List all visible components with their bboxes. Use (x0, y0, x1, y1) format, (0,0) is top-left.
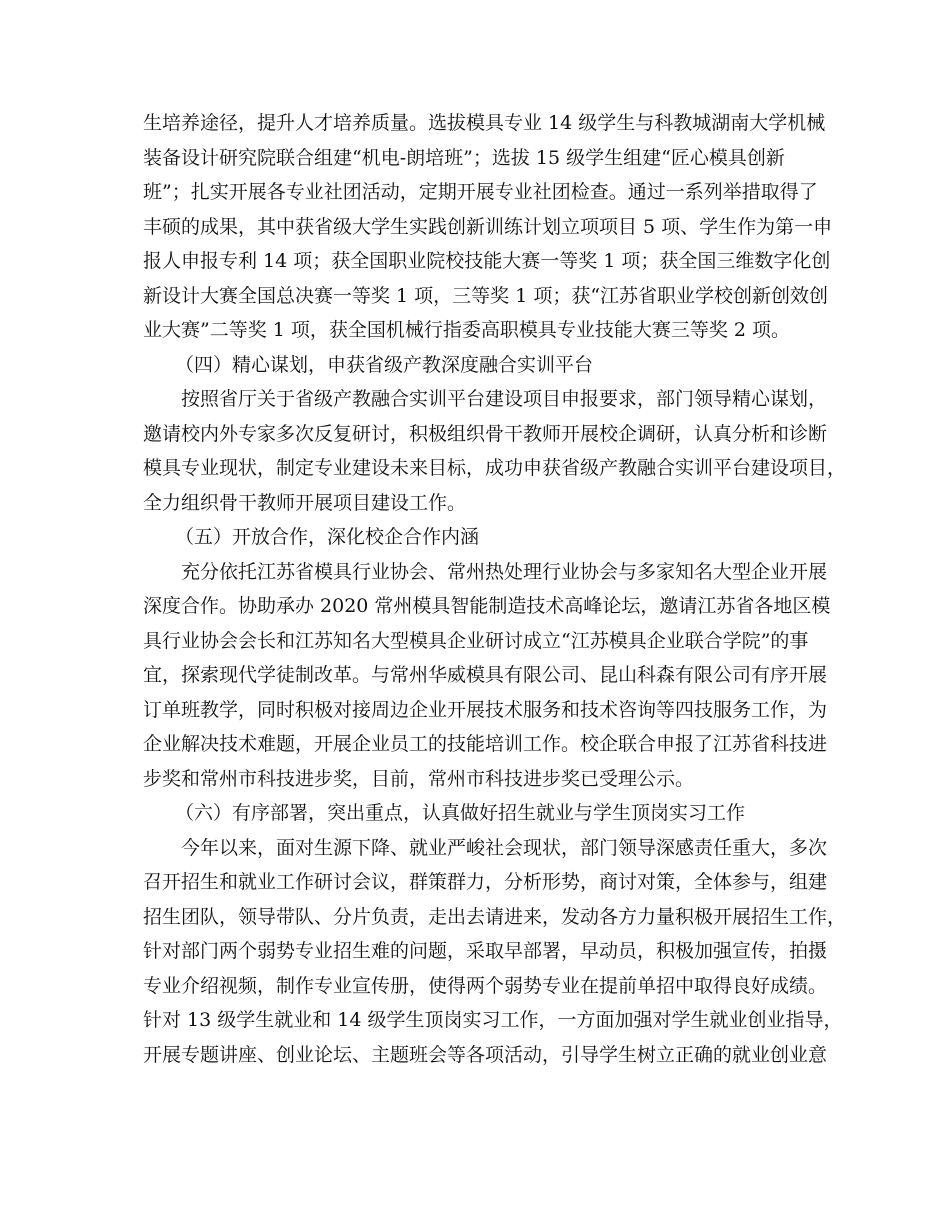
paragraph-line: 班”；扎实开展各专业社团活动，定期开展专业社团检查。通过一系列举措取得了 (143, 181, 818, 203)
paragraph-line: 装备设计研究院联合组建“机电-朗培班”；选拔 15 级学生组建“匠心模具创新 (143, 146, 785, 169)
paragraph-line: 企业解决技术难题，开展企业员工的技能培训工作。校企联合申报了江苏省科技进 (143, 733, 828, 755)
paragraph-line: 按照省厅关于省级产教融合实训平台建设项目申报要求，部门领导精心谋划， (181, 388, 828, 410)
paragraph-line: 针对部门两个弱势专业招生难的问题，采取早部署，早动员，积极加强宣传，拍摄 (143, 940, 828, 962)
section-heading: （六）有序部署，突出重点，认真做好招生就业与学生顶岗实习工作 (175, 802, 746, 824)
paragraph-line: 今年以来，面对生源下降、就业严峻社会现状，部门领导深感责任重大，多次 (181, 836, 828, 859)
paragraph-line: 充分依托江苏省模具行业协会、常州热处理行业协会与多家知名大型企业开展 (181, 560, 828, 583)
paragraph-line: 针对 13 级学生就业和 14 级学生顶岗实习工作，一方面加强对学生就业创业指导， (143, 1009, 843, 1031)
paragraph-line: 开展专题讲座、创业论坛、主题班会等各项活动，引导学生树立正确的就业创业意 (143, 1043, 828, 1066)
paragraph-line: 订单班教学，同时积极对接周边企业开展技术服务和技术咨询等四技服务工作，为 (143, 698, 828, 721)
paragraph-line: 新设计大赛全国总决赛一等奖 1 项，三等奖 1 项；获“江苏省职业学校创新创效创 (143, 284, 829, 307)
section-heading: （四）精心谋划，申获省级产教深度融合实训平台 (175, 353, 594, 376)
paragraph-line: 邀请校内外专家多次反复研讨，积极组织骨干教师开展校企调研，认真分析和诊断 (143, 422, 828, 445)
paragraph-line: 业大赛”二等奖 1 项，获全国机械行指委高职模具专业技能大赛三等奖 2 项。 (143, 319, 791, 341)
paragraph-line: 深度合作。协助承办 2020 常州模具智能制造技术高峰论坛，邀请江苏省各地区模 (143, 595, 831, 617)
paragraph-line: 招生团队，领导带队、分片负责，走出去请进来，发动各方力量积极开展招生工作， (143, 905, 847, 928)
paragraph-line: 丰硕的成果，其中获省级大学生实践创新训练计划立项项目 5 项、学生作为第一申 (143, 215, 833, 238)
paragraph-line: 具行业协会会长和江苏知名大型模具企业研讨成立“江苏模具企业联合学院”的事 (143, 629, 809, 652)
paragraph-line: 模具专业现状，制定专业建设未来目标，成功申获省级产教融合实训平台建设项目， (143, 457, 847, 479)
paragraph-line: 全力组织骨干教师开展项目建设工作。 (143, 491, 467, 514)
paragraph-line: 步奖和常州市科技进步奖，目前，常州市科技进步奖已受理公示。 (143, 767, 695, 790)
paragraph-line: 生培养途径，提升人才培养质量。选拔模具专业 14 级学生与科教城湖南大学机械 (143, 112, 826, 134)
section-heading: （五）开放合作，深化校企合作内涵 (175, 526, 480, 548)
paragraph-line: 报人申报专利 14 项；获全国职业院校技能大赛一等奖 1 项；获全国三维数字化创 (143, 250, 831, 272)
paragraph-line: 专业介绍视频，制作专业宣传册，使得两个弱势专业在提前单招中取得良好成绩。 (143, 974, 828, 997)
document-body (143, 106, 847, 1072)
paragraph-line: 召开招生和就业工作研讨会议，群策群力，分析形势，商讨对策，全体参与，组建 (143, 871, 828, 893)
paragraph-line: 宜，探索现代学徒制改革。与常州华威模具有限公司、昆山科森有限公司有序开展 (143, 664, 828, 686)
